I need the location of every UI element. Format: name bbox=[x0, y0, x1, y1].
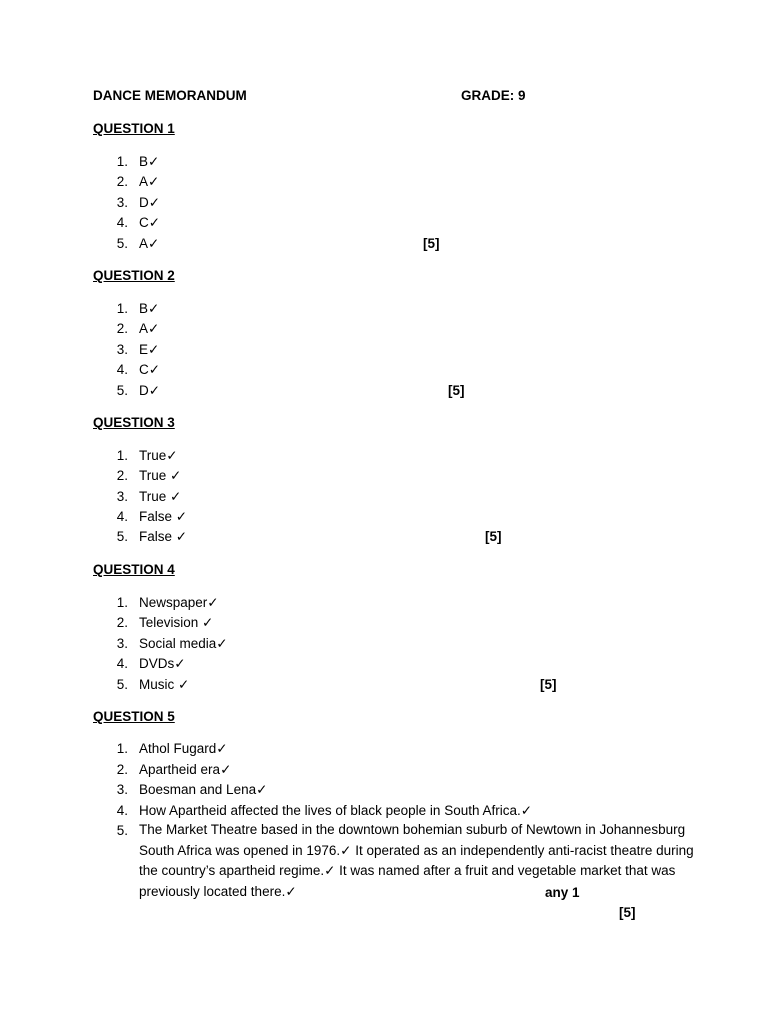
answer-text: Athol Fugard bbox=[139, 741, 217, 756]
marks-total: [5] bbox=[619, 905, 636, 920]
list-item bbox=[139, 782, 267, 798]
item-number: 2. bbox=[116, 468, 128, 483]
question-1-heading: QUESTION 1 bbox=[93, 121, 175, 136]
checkmark-icon: ✓ bbox=[148, 362, 161, 377]
answer-text: False bbox=[139, 529, 176, 544]
checkmark-icon: ✓ bbox=[170, 489, 182, 504]
answer-text: Television bbox=[139, 615, 203, 630]
list-item bbox=[139, 154, 159, 170]
list-item bbox=[139, 174, 159, 190]
marks-total: [5] bbox=[485, 529, 502, 544]
checkmark-icon: ✓ bbox=[166, 448, 178, 463]
checkmark-icon: ✓ bbox=[216, 741, 228, 756]
item-number: 1. bbox=[116, 154, 128, 169]
answer-text: True bbox=[139, 448, 167, 463]
checkmark-icon: ✓ bbox=[220, 762, 232, 777]
list-item bbox=[139, 195, 160, 211]
item-number: 5. bbox=[116, 383, 128, 398]
question-2-heading: QUESTION 2 bbox=[93, 268, 175, 283]
answer-text: How Apartheid affected the lives of black people in South Africa. bbox=[139, 803, 521, 818]
item-number: 3. bbox=[116, 636, 128, 651]
checkmark-icon: ✓ bbox=[148, 321, 160, 336]
question-5-heading: QUESTION 5 bbox=[93, 709, 175, 724]
answer-text: A bbox=[139, 321, 149, 336]
answer-text: B bbox=[139, 301, 149, 316]
checkmark-icon: ✓ bbox=[174, 656, 186, 671]
answer-text: A bbox=[139, 236, 149, 251]
marks-total: [5] bbox=[448, 383, 465, 398]
list-item bbox=[139, 803, 532, 819]
checkmark-icon: ✓ bbox=[148, 342, 160, 357]
item-number: 5. bbox=[116, 236, 128, 251]
item-number: 5. bbox=[116, 823, 128, 838]
list-item bbox=[139, 636, 228, 652]
marks-total: [5] bbox=[540, 677, 557, 692]
list-item bbox=[139, 301, 159, 317]
answer-text: It operated as an independently anti-racist theatre during the country’s apartheid regime. bbox=[139, 842, 694, 879]
list-item bbox=[139, 468, 181, 484]
item-number: 3. bbox=[116, 342, 128, 357]
answer-text: True bbox=[139, 468, 171, 483]
checkmark-icon: ✓ bbox=[256, 782, 268, 797]
answer-text: D bbox=[139, 383, 149, 398]
list-item bbox=[139, 595, 219, 611]
answer-text: D bbox=[139, 195, 149, 210]
answer-text: Social media bbox=[139, 636, 217, 651]
item-number: 4. bbox=[116, 656, 128, 671]
item-number: 2. bbox=[116, 615, 128, 630]
answer-text: Music bbox=[139, 677, 179, 692]
answer-text: False bbox=[139, 509, 176, 524]
marks-total: [5] bbox=[423, 236, 440, 251]
list-item bbox=[139, 342, 159, 358]
checkmark-icon: ✓ bbox=[148, 154, 160, 169]
answer-text: The Market Theatre based in the downtown bohemian suburb of Newtown in Johannesburg South Africa was opened in 1976. bbox=[139, 822, 686, 858]
checkmark-icon: ✓ bbox=[148, 195, 161, 210]
checkmark-icon: ✓ bbox=[148, 301, 160, 316]
list-item bbox=[139, 236, 159, 252]
answer-text: C bbox=[139, 215, 149, 230]
checkmark-icon: ✓ bbox=[340, 842, 352, 858]
any-one-note: any 1 bbox=[545, 885, 580, 900]
answer-text: B bbox=[139, 154, 149, 169]
checkmark-icon: ✓ bbox=[202, 615, 214, 630]
checkmark-icon: ✓ bbox=[175, 529, 188, 544]
list-item bbox=[139, 321, 159, 337]
item-number: 3. bbox=[116, 782, 128, 797]
list-item bbox=[139, 529, 187, 545]
checkmark-icon: ✓ bbox=[324, 863, 336, 879]
grade-label: GRADE: 9 bbox=[461, 88, 526, 103]
list-item bbox=[139, 741, 228, 757]
list-item bbox=[139, 656, 186, 672]
list-item bbox=[139, 448, 178, 464]
document-title: DANCE MEMORANDUM bbox=[93, 88, 247, 103]
list-item bbox=[139, 677, 189, 693]
item-number: 1. bbox=[116, 448, 128, 463]
checkmark-icon: ✓ bbox=[216, 636, 228, 651]
list-item bbox=[139, 383, 160, 399]
checkmark-icon: ✓ bbox=[148, 174, 160, 189]
item-number: 4. bbox=[116, 362, 128, 377]
answer-text: Newspaper bbox=[139, 595, 208, 610]
list-item bbox=[139, 762, 231, 778]
item-number: 4. bbox=[116, 215, 128, 230]
item-number: 2. bbox=[116, 174, 128, 189]
item-number: 3. bbox=[116, 489, 128, 504]
answer-text: True bbox=[139, 489, 171, 504]
checkmark-icon: ✓ bbox=[285, 883, 297, 899]
item-number: 5. bbox=[116, 529, 128, 544]
checkmark-icon: ✓ bbox=[170, 468, 182, 483]
list-item bbox=[139, 362, 160, 378]
checkmark-icon: ✓ bbox=[520, 803, 533, 818]
answer-text: E bbox=[139, 342, 149, 357]
checkmark-icon: ✓ bbox=[148, 215, 161, 230]
answer-text: DVDs bbox=[139, 656, 175, 671]
answer-text: Boesman and Lena bbox=[139, 782, 257, 797]
answer-text: Apartheid era bbox=[139, 762, 221, 777]
item-number: 2. bbox=[116, 321, 128, 336]
checkmark-icon: ✓ bbox=[207, 595, 219, 610]
item-number: 4. bbox=[116, 509, 128, 524]
item-number: 1. bbox=[116, 595, 128, 610]
item-number: 3. bbox=[116, 195, 128, 210]
list-item bbox=[139, 215, 160, 231]
item-number: 4. bbox=[116, 803, 128, 818]
item-number: 1. bbox=[116, 741, 128, 756]
item-number: 2. bbox=[116, 762, 128, 777]
checkmark-icon: ✓ bbox=[175, 509, 188, 524]
item-number: 5. bbox=[116, 677, 128, 692]
item-number: 1. bbox=[116, 301, 128, 316]
question-4-heading: QUESTION 4 bbox=[93, 562, 175, 577]
answer-text: It was named after a fruit and vegetable market that was previously located there. bbox=[139, 863, 676, 899]
answer-text: C bbox=[139, 362, 149, 377]
answer-text: A bbox=[139, 174, 149, 189]
checkmark-icon: ✓ bbox=[178, 677, 190, 692]
checkmark-icon: ✓ bbox=[148, 236, 160, 251]
list-item-paragraph bbox=[139, 820, 699, 902]
question-3-heading: QUESTION 3 bbox=[93, 415, 175, 430]
list-item bbox=[139, 509, 187, 525]
list-item bbox=[139, 615, 213, 631]
checkmark-icon: ✓ bbox=[148, 383, 161, 398]
list-item bbox=[139, 489, 181, 505]
